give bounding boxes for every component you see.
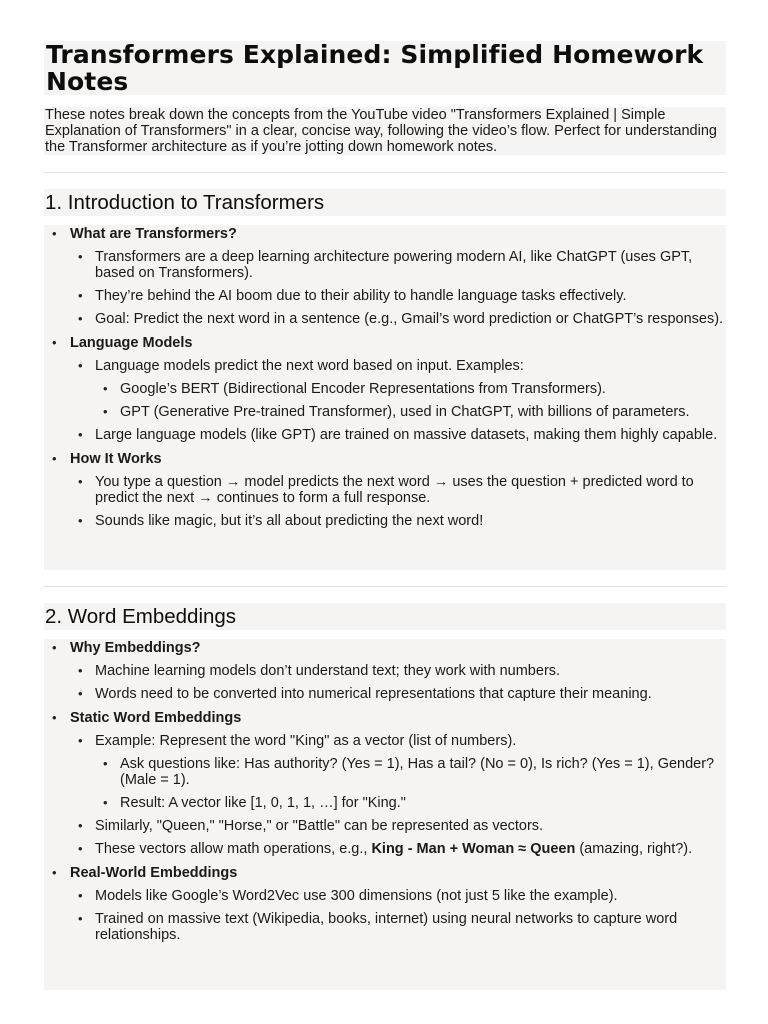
sub-list bbox=[70, 474, 726, 529]
list-item bbox=[95, 733, 726, 811]
sub-sub-list bbox=[95, 756, 726, 811]
section-2-heading-block bbox=[44, 603, 726, 630]
equation-text: King - Man + Woman ≈ Queen bbox=[371, 841, 576, 857]
list-item bbox=[95, 841, 726, 857]
list-item bbox=[95, 358, 726, 420]
section-2-list bbox=[44, 640, 726, 943]
section-1-heading: 1. Introduction to Transformers bbox=[45, 191, 325, 214]
list-item bbox=[44, 451, 726, 529]
list-item: • Sounds like magic, but it’s all about predicting the next word! bbox=[95, 513, 726, 529]
list-item-text: Example: Represent the word "King" as a vector (list of numbers). bbox=[95, 733, 517, 749]
list-item: • GPT (Generative Pre-trained Transformer), used in ChatGPT, with billions of parameters. bbox=[120, 404, 726, 420]
list-item: • Transformers are a deep learning architecture powering modern AI, like ChatGPT (uses GPT, based on Transformers). bbox=[95, 249, 726, 281]
list-item: • You type a question → model predicts the next word → uses the question + predicted word to predict the next → continues to form a full response. bbox=[95, 474, 726, 506]
list-item-label: • Why Embeddings? bbox=[70, 640, 201, 656]
list-item-text: (amazing, right?). bbox=[575, 841, 693, 857]
list-item bbox=[44, 710, 726, 857]
sub-list bbox=[70, 249, 726, 327]
list-item: • Ask questions like: Has authority? (Yes = 1), Has a tail? (No = 0), Is rich? (Yes = 1), Gender? (Male = 1). bbox=[120, 756, 726, 788]
list-item-label: • Language Models bbox=[70, 335, 193, 351]
list-item-label: • What are Transformers? bbox=[70, 226, 237, 242]
list-item bbox=[44, 335, 726, 443]
sub-sub-list bbox=[95, 381, 726, 420]
list-item-label: • Static Word Embeddings bbox=[70, 710, 242, 726]
sub-list bbox=[70, 358, 726, 443]
list-item bbox=[44, 640, 726, 702]
list-item: • They’re behind the AI boom due to their ability to handle language tasks effectively. bbox=[95, 288, 726, 304]
divider bbox=[44, 172, 726, 173]
list-item: • Goal: Predict the next word in a sentence (e.g., Gmail’s word prediction or ChatGPT’s responses). bbox=[95, 311, 726, 327]
list-item bbox=[44, 226, 726, 327]
section-1-heading-block bbox=[44, 189, 726, 216]
list-item: • Words need to be converted into numerical representations that capture their meaning. bbox=[95, 686, 726, 702]
sub-list bbox=[70, 663, 726, 702]
divider bbox=[44, 586, 726, 587]
list-item bbox=[44, 865, 726, 943]
title-block bbox=[44, 41, 726, 95]
list-item: • Large language models (like GPT) are trained on massive datasets, making them highly capable. bbox=[95, 427, 726, 443]
section-2-list-block bbox=[44, 639, 726, 990]
list-item: • Similarly, "Queen," "Horse," or "Battle" can be represented as vectors. bbox=[95, 818, 726, 834]
list-item-label: • Real-World Embeddings bbox=[70, 865, 238, 881]
list-item: • Result: A vector like [1, 0, 1, 1, …] for "King." bbox=[120, 795, 726, 811]
list-item-text: Language models predict the next word based on input. Examples: bbox=[95, 358, 524, 374]
intro-paragraph: These notes break down the concepts from the YouTube video "Transformers Explained | Simple Explanation of Transformers" in a clear, concise way, following the video’s flow. Perfect for understanding the Transformer architecture as if you’re jotting down homework notes. bbox=[45, 107, 717, 155]
list-item-text: These vectors allow math operations, e.g., bbox=[95, 841, 372, 857]
list-item: • Google’s BERT (Bidirectional Encoder Representations from Transformers). bbox=[120, 381, 726, 397]
section-1-list-block bbox=[44, 225, 726, 570]
sub-list bbox=[70, 888, 726, 943]
sub-list bbox=[70, 733, 726, 857]
list-item: • Models like Google’s Word2Vec use 300 dimensions (not just 5 like the example). bbox=[95, 888, 726, 904]
page-title: Transformers Explained: Simplified Homework Notes bbox=[46, 40, 704, 96]
intro-block bbox=[44, 107, 726, 155]
section-1-list bbox=[44, 226, 726, 529]
section-2-heading: 2. Word Embeddings bbox=[45, 605, 237, 628]
list-item: • Machine learning models don’t understand text; they work with numbers. bbox=[95, 663, 726, 679]
list-item-label: • How It Works bbox=[70, 451, 162, 467]
list-item: • Trained on massive text (Wikipedia, books, internet) using neural networks to capture word relationships. bbox=[95, 911, 726, 943]
